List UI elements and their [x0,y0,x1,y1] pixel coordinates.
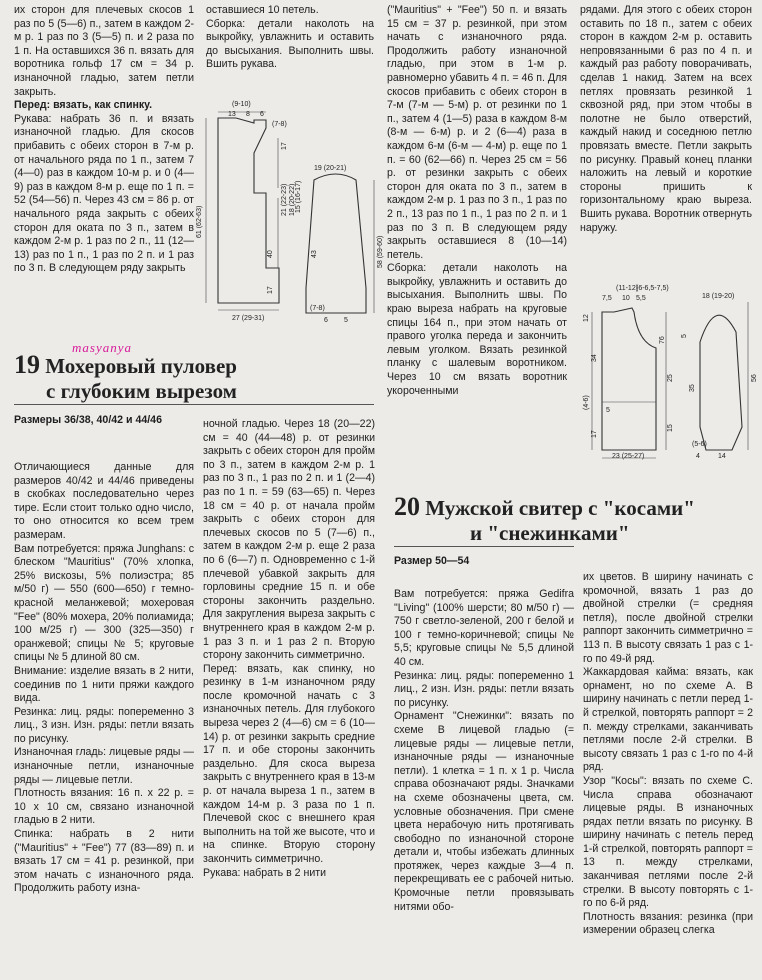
dim-label: 23 (25-27) [612,453,645,460]
paragraph: Плотность вязания: резинка (при измерении образец слегка [583,910,753,937]
dim-label: (5-6) [692,441,707,448]
paragraph: их сторон для плечевых скосов 1 раз по 5 (5—6) п., затем в каждом 2-м р. 1 раз по 3 (5—5) п. и 2 раза по 1 п. На оставшихся 36 п. вязать для воротника гольф 17 см = 34 р. изнаночной гладью, затем петли закрыть. [14,4,194,98]
paragraph: Перед: вязать, как спинку, но резинку в 1-м изнаночном ряду после кромочной начать с 3 изнаночных петель. Для глубокого выреза через 2 (4—6) см = 6 (10—14) р. от резинки закрыть средние 17 п. и обе стороны закончить раздельно. Для скоса выреза закрыть с внутреннего края в 13-м р. от начала выреза 1 п., затем в каждом 14-м р. 3 раза по 1 п. Плечевой скос с внешнего края выполнить на той же высоте, что и на спинке. Вторую сторону закончить симметрично. [203,662,375,865]
paragraph: Отличающиеся данные для размеров 40/42 и 44/46 приведены в скобках последовательно через тире. Если стоит только одно число, то оно относится ко всем трем размерам. [14,461,194,541]
dim-label: 18 (19-20) [702,293,735,300]
dim-label: 25 [667,374,674,382]
section-20-title [394,492,760,521]
dim-label: 8 [246,111,250,118]
dim-label: 34 [591,354,598,362]
dim-label: 56 [751,374,758,382]
paragraph: Орнамент "Снежинки": вязать по схеме В лицевой гладью (= лицевые ряды — лицевые петли, изнаночные ряды — изнаночные петли). 1 клетка = 1 п. х 1 р. Числа справа обозначают ряды. Значками на схеме обозначены цвета, см. условные обозначения. При смене цвета нерабочую нить протягивать свободно по изнаночной стороне детали и, чтобы избежать длинных протяжек, через каждые 3—4 п. перекрещивать ее с рабочей нитью. Кромочные петли провязывать нитями обо- [394,710,574,913]
dim-label: 15 (16-17) [295,180,302,213]
paragraph: Внимание: изделие вязать в 2 нити, соединив по 1 нити пряжи каждого вида. [14,664,194,705]
paragraph: Изнаночная гладь: лицевые ряды — изнаночные петли, изнаночные ряды — лицевые петли. [14,746,194,786]
pattern-schematic-pullover [196,98,386,326]
text-column-20-a [394,588,574,976]
dim-label: 40 [267,250,274,258]
dim-label: 12 [583,314,590,322]
paragraph: Перед: вязать, как спинку. [14,99,153,112]
dim-label: 61 (62-63) [196,205,203,238]
paragraph: Спинка: набрать в 2 нити ("Mauritius" + "Fee") 77 (83—89) п. и вязать 17 см = 41 р. резинкой, при этом начать с изнаночного ряда. Продолжить работу изна- [14,828,194,895]
brand-watermark: masyanya [72,340,132,355]
title-line-1: Мохеровый пуловер [45,354,237,378]
dim-label: 76 [659,336,666,344]
paragraph: ночной гладью. Через 18 (20—22) см = 40 (44—48) р. от резинки закрыть с обеих сторон для пройм по 3 п., затем в каждом 2-м р. 1 раз по 3 п., 1 раз по 2 п. и 1 (2—4) раз по 1 п. = 59 (63—65) п. Через 18 см = 40 р. от начала пройм закрыть с обеих сторон для плечевых скосов по 5 (7—6) п., затем в каждом 2-м р. еще 2 раза по 6 (6—7) п. Одновременно с 1-й плечевой убавкой закрыть для горловины средние 15 п. и обе стороны закончить раздельно. Для закругления выреза закрыть с внутреннего края в каждом 2-м р. 1 раз 3 п. и 1 раз 2 п. Вторую сторону закончить симметрично. [203,418,375,662]
paragraph: Резинка: лиц. ряды: попеременно 1 лиц., 2 изн. Изн. ряды: петли вязать по рисунку. [394,669,574,709]
paragraph: Узор "Косы": вязать по схеме С. Числа справа обозначают лицевые ряды. В изнаночных рядах петли вязать по рисунку. В ширину начинать с петель перед 1-й стрелкой, повторять раппорт = 13 п. между стрелками, заканчивая петлями после 2-й стрелки. В высоту повторять с 1-го по 6-й ряд. [583,774,753,910]
dim-label: 17 [591,430,598,438]
dim-label: 18 (20-22) [289,183,296,216]
sizes-line-20 [394,555,574,571]
dim-label: (4-6) [583,395,590,410]
paragraph: оставшиеся 10 петель. [206,4,319,16]
dim-label: 6 [324,317,328,324]
pattern-schematic-sweater [576,282,760,462]
dim-label: 10 [622,295,630,302]
dim-label: 6 [260,111,264,118]
dim-label: 5,5 [636,295,646,302]
dim-label: 19 (20-21) [314,165,347,172]
text-column-top-right-b [580,4,752,274]
paragraph: Резинка: лиц. ряды: попеременно 3 лиц., 3 изн. Изн. ряды: петли вязать по рисунку. [14,705,194,745]
paragraph: Вам потребуется: пряжа Gedifra "Living" (100% шерсти; 80 м/50 г) — 750 г светло-зеленой, 200 г белой и 100 г темно-коричневой; спицы № 5,5; круговые спицы № 5,5 длиной 40 см. [394,588,574,668]
text-column-top-left [14,4,194,329]
title-line-1: Мужской свитер с "косами" [425,496,695,520]
text-column-top-right-a [387,4,567,469]
sleeve-outline [306,174,366,313]
sizes-line-19 [14,414,194,444]
dim-label: (7-8) [310,305,325,312]
paragraph: Рукава: набрать 36 п. и вязать изнаночной гладью. Для скосов прибавить с обеих сторон в 7-м р. от начального ряда по 1 п., затем 7 (4—0) раз в каждом 10-м р. и 0 (4—9) раз в каждом 8-м р. еще по 1 п. = 52 (54—56) п. Через 43 см = 86 р. от начального ряда закрыть с обеих сторон для оката по 3 п., затем в каждом 2-м р. 1 раз по 2 п., 11 (12—13) раз по 1 п., 1 раз по 2 п. и 1 раз по 3 п. В следующем ряду закрыть [14,112,194,275]
text-column-20-b [583,571,753,976]
dim-label: (11-12) [616,285,639,292]
dim-label: 35 [689,384,696,392]
dim-label: 14 [718,453,726,460]
paragraph: Рукава: набрать в 2 нити [203,866,327,879]
divider [14,404,374,405]
dim-label: 17 [281,142,288,150]
dim-label: 7,5 [602,295,612,302]
dim-label: 15 [667,424,674,432]
sizes-label: Размеры 36/38, 40/42 и 44/46 [14,414,162,426]
title-line-2: и "снежинками" [470,521,630,545]
dim-label: 4 [696,453,700,460]
dim-label: 13 [228,111,236,118]
body-outline [602,308,656,450]
paragraph: Жаккардовая кайма: вязать, как орнамент, но по схеме А. В ширину начинать с петли перед 1-й стрелкой, повторять раппорт = 2 п. между стрелками, заканчивать петлями после 2-й стрелки. В высоту связать 1 раз с 1-го по 4-й ряд. [583,666,753,774]
dim-label: 27 (29-31) [232,315,265,322]
dim-label: 5 [344,317,348,324]
paragraph: рядами. Для этого с обеих сторон оставить по 18 п., затем с обеих сторон в каждом 2-м р. оставить непровязанными 6 раз по 4 п. и каждый раз работу поворачивать, сделав 1 накид. Затем на всех петлях провязать резинкой 1 сквозной ряд, при этом чтобы в полотне не было отверстий, каждый накид и соседнюю петлю провязать вместе. Петли закрыть по рисунку. Правый конец планки наложить на левый и короткие стороны пришить к горизонтальному краю выреза. Вшить рукава. Воротник отвернуть наружу. [580,4,752,234]
sleeve-outline [700,315,742,450]
paragraph: Плотность вязания: 16 п. х 22 р. = 10 х 10 см, связано изнаночной гладью в 2 нити. [14,787,194,827]
section-19-subtitle [46,380,366,402]
section-number: 19 [14,350,40,379]
dim-label: 17 [267,286,274,294]
dim-label: 5 [681,334,688,338]
dim-label: (9-10) [232,101,251,108]
dim-label: 21 (22-23) [281,183,288,216]
title-line-2: с глубоким вырезом [46,379,237,403]
sizes-label: Размер 50—54 [394,555,470,567]
dim-label: (7-8) [272,121,287,128]
divider [394,546,574,547]
text-column-19-b [203,418,375,976]
dim-label: 58 (59-60) [377,235,384,268]
dim-label: (6-6,5-7,5) [636,285,669,292]
body-outline [218,118,279,303]
dim-label: 43 [311,250,318,258]
paragraph: их цветов. В ширину начинать с кромочной, вязать 1 раз до двойной стрелки (= средняя петля), после двойной стрелки раппорт закончить симметрично = 113 п. В высоту связать 1 раз с 1-го по 49-й ряд. [583,571,753,665]
dim-label: 5 [606,407,610,414]
section-20-subtitle [470,522,750,544]
section-19-title [14,350,374,379]
paragraph: Вам потребуется: пряжа Junghans: с блеском "Mauritius" (70% хлопка, 25% вискозы, 5% полиэстра; 85 м/50 г) — 550 (600—650) г темно-красной меланжевой; мохеровая "Fee" (80% мохера, 20% полиамида; 100 м/25 г) — 300 (325—350) г оранжевой; спицы № 5; круговые спицы № 5 длиной 80 см. [14,542,194,664]
paragraph: Сборка: детали наколоть на выкройку, увлажнить и оставить до высыхания. Выполнить швы. Вшить рукава. [206,17,374,71]
text-column-top-middle [206,4,374,94]
section-number: 20 [394,492,420,521]
paragraph: ("Mauritius" + "Fee") 50 п. и вязать 15 см = 37 р. резинкой, при этом начать с изнаночного ряда. Продолжить работу изнаночной гладью, при этом в 1-м р. равномерно убавить 4 п. = 46 п. Для скосов прибавить с обеих сторон в 7-м (7-м — 5-м) р. от резинки по 1 п., затем 4 (1—5) раза в каждом 8-м (8-м — 6-м) р. и 2 (6—4) раза в каждом 6-м (6-м — 4-м) р. еще по 1 п. = 60 (62—66) п. Через 25 см = 56 р. от резинки закрыть с обеих сторон для оката по 3 п., затем в каждом 2-м р. 1 раз по 3 п., 1 раз по 2 п., 13 раз по 1 п., 1 раз по 2 п. и 1 раз по 3 п. В следующем ряду закрыть оставшиеся 8 (10—14) петель. [387,4,567,261]
paragraph: Сборка: детали наколоть на выкройку, увлажнить и оставить до высыхания. Выполнить швы. По краю выреза набрать на круговые спицы 164 п., при этом начать от правого уголка переда и закончить левым уголком. Вязать резинкой планку с шалевым воротником. Через 10 см вязать воротник укороченными [387,262,567,397]
text-column-19-a [14,461,194,976]
